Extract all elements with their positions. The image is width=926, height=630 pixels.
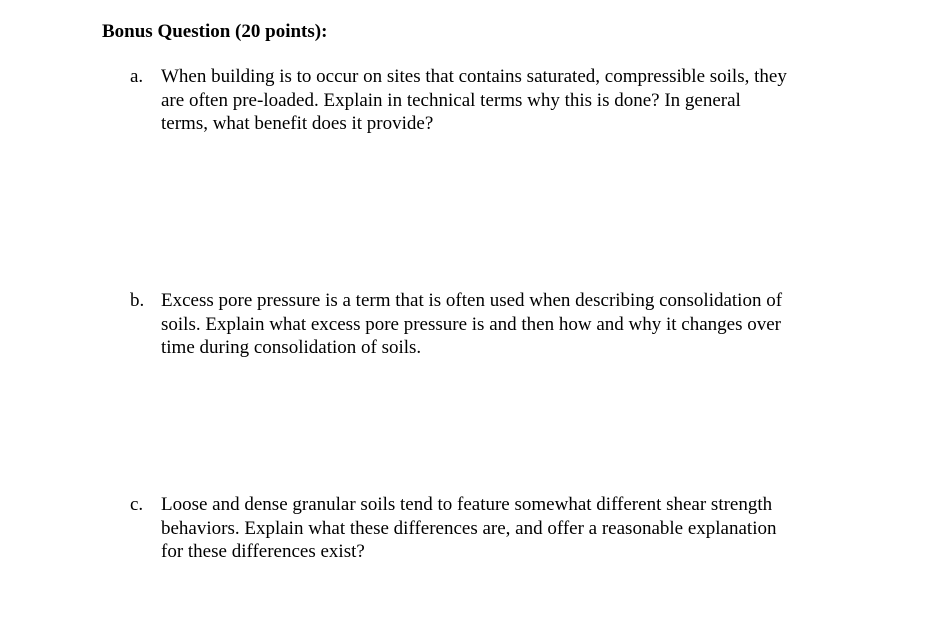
- bonus-question-heading: Bonus Question (20 points):: [102, 21, 328, 42]
- question-c-line-1: Loose and dense granular soils tend to feature somewhat different shear strength: [161, 494, 773, 515]
- question-a-line-1: When building is to occur on sites that contains saturated, compressible soils, they: [161, 66, 787, 87]
- question-b-line-3: time during consolidation of soils.: [161, 337, 422, 358]
- question-a-text: [161, 65, 821, 136]
- question-c-line-2: behaviors. Explain what these differences are, and offer a reasonable explanation: [161, 517, 777, 539]
- question-b-text: [161, 289, 821, 360]
- question-b-line-2: soils. Explain what excess pore pressure is and then how and why it changes over: [161, 313, 781, 335]
- question-b-marker: b.: [130, 290, 145, 311]
- question-c-marker: c.: [130, 494, 144, 515]
- question-c-line-3: for these differences exist?: [161, 541, 365, 562]
- question-c-text: [161, 493, 821, 564]
- question-a-line-3: terms, what benefit does it provide?: [161, 113, 434, 134]
- question-a-line-2: are often pre-loaded. Explain in technical terms why this is done? In general: [161, 89, 741, 111]
- question-a-marker: a.: [130, 66, 144, 87]
- question-b-line-1: Excess pore pressure is a term that is often used when describing consolidation of: [161, 290, 783, 311]
